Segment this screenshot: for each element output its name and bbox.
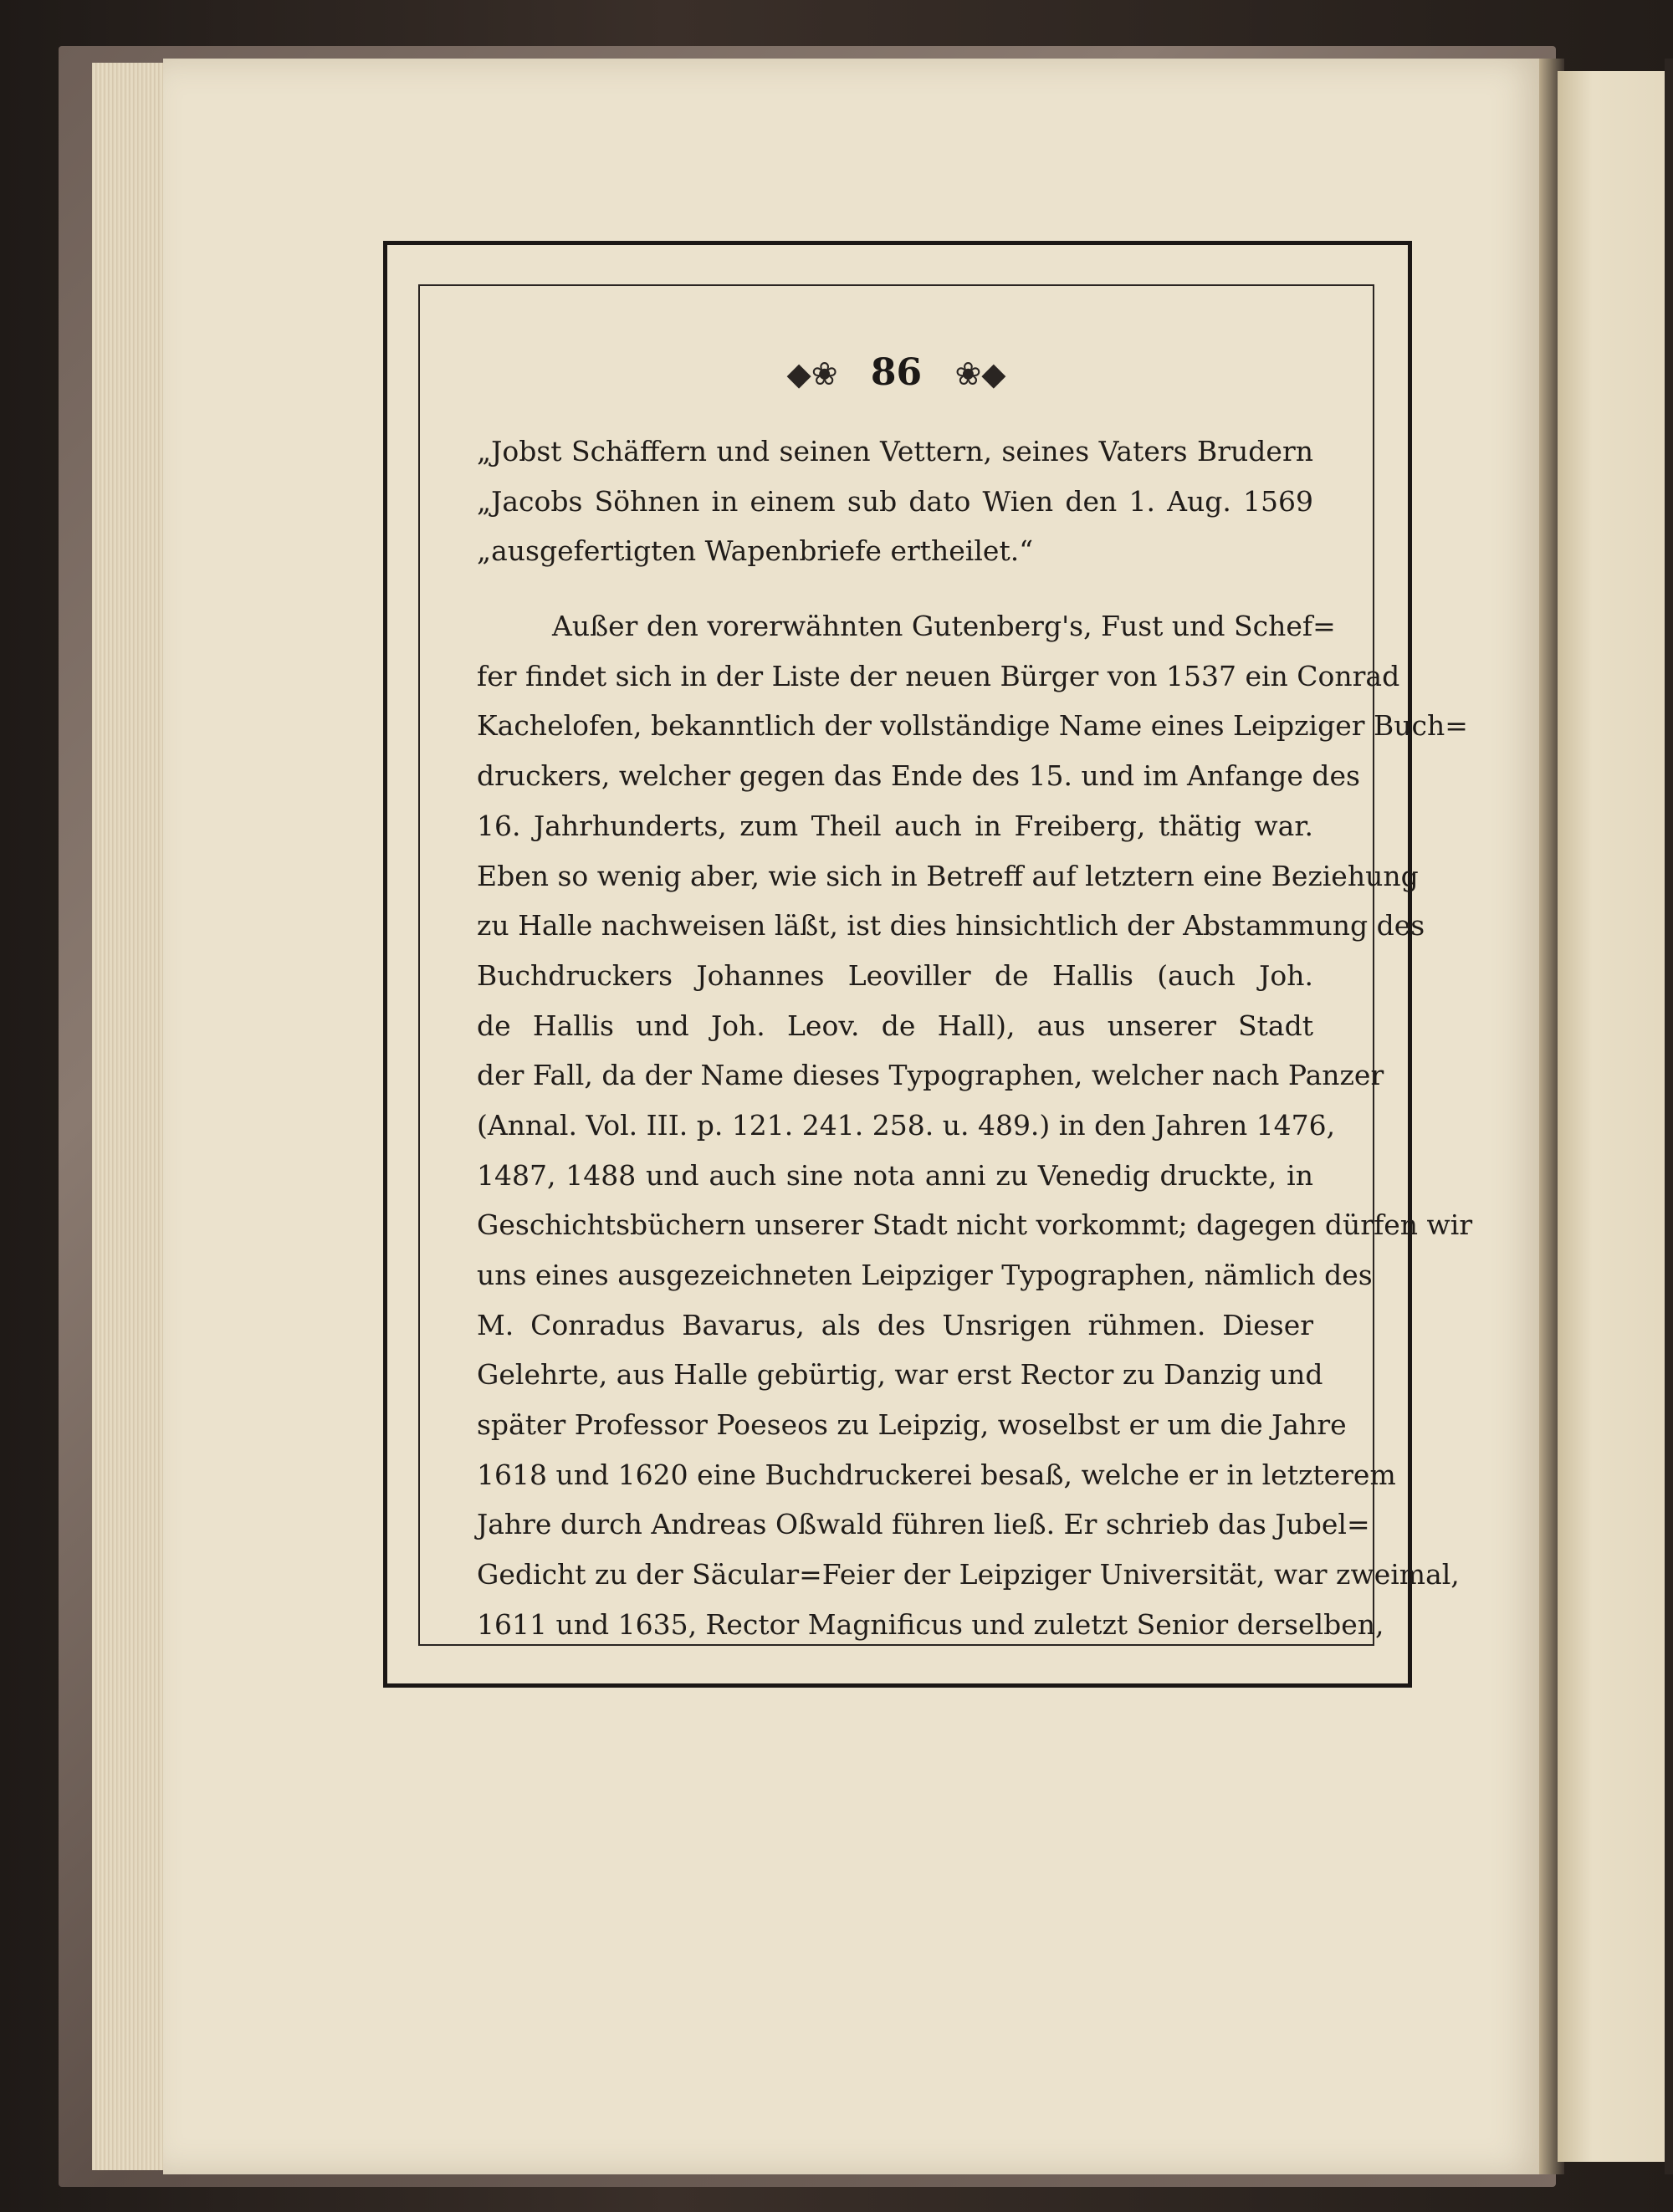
text-line: Gelehrte, aus Halle gebürtig, war erst Rector zu Danzig und <box>477 1358 1323 1392</box>
text-line: de Hallis und Joh. Leov. de Hall), aus unserer Stadt <box>477 1009 1313 1042</box>
page-edges <box>92 63 167 2170</box>
right-ornament-icon: ❀◆ <box>954 355 1006 392</box>
text-line: druckers, welcher gegen das Ende des 15. und im Anfange des <box>477 759 1360 793</box>
body-text <box>477 427 1473 1650</box>
paragraph-quote <box>477 427 1313 576</box>
page-number: 86 <box>870 351 923 394</box>
text-line: fer findet sich in der Liste der neuen Bürger von 1537 ein Conrad <box>477 659 1400 692</box>
facing-page <box>1558 71 1673 2162</box>
text-line: „Jobst Schäffern und seinen Vettern, seines Vaters Brudern <box>477 435 1313 467</box>
text-line: Außer den vorerwähnten Gutenberg's, Fust und Schef= <box>552 610 1336 643</box>
text-line: uns eines ausgezeichneten Leipziger Typographen, nämlich des <box>477 1259 1373 1291</box>
text-line: zu Halle nachweisen läßt, ist dies hinsichtlich der Abstammung des <box>477 909 1425 943</box>
paragraph-main <box>477 601 1473 1649</box>
text-line: Eben so wenig aber, wie sich in Betreff auf letztern eine Beziehung <box>477 859 1419 892</box>
text-line: (Annal. Vol. III. p. 121. 241. 258. u. 489.) in den Jahren 1476, <box>477 1108 1336 1142</box>
text-line: später Professor Poeseos zu Leipzig, woselbst er um die Jahre <box>477 1408 1347 1442</box>
text-line: M. Conradus Bavarus, als des Unsrigen rühmen. Dieser <box>477 1308 1313 1341</box>
text-line: Buchdruckers Johannes Leoviller de Hallis (auch Joh. <box>477 958 1313 992</box>
text-line: Gedicht zu der Säcular=Feier der Leipziger Universität, war zweimal, <box>477 1558 1460 1591</box>
page-header <box>418 351 1374 394</box>
text-line: Kachelofen, bekanntlich der vollständige Name eines Leipziger Buch= <box>477 709 1468 743</box>
text-line: 16. Jahrhunderts, zum Theil auch in Freiberg, thätig war. <box>477 809 1313 842</box>
text-line: Jahre durch Andreas Oßwald führen ließ. Er schrieb das Jubel= <box>477 1508 1370 1541</box>
text-line: Geschichtsbüchern unserer Stadt nicht vorkommt; dagegen dürfen wir <box>477 1208 1473 1242</box>
text-line: 1618 und 1620 eine Buchdruckerei besaß, welche er in letzterem <box>477 1458 1396 1491</box>
text-line: „Jacobs Söhnen in einem sub dato Wien den 1. Aug. 1569 <box>477 484 1313 518</box>
text-line: „ausgefertigten Wapenbriefe ertheilet.“ <box>477 534 1034 568</box>
text-line: 1611 und 1635, Rector Magnificus und zuletzt Senior derselben, <box>477 1607 1384 1641</box>
text-line: der Fall, da der Name dieses Typographen, welcher nach Panzer <box>477 1059 1384 1092</box>
text-line: 1487, 1488 und auch sine nota anni zu Venedig druckte, in <box>477 1158 1313 1192</box>
facing-page-edge <box>1665 59 1673 2174</box>
left-ornament-icon: ◆❀ <box>786 355 838 392</box>
